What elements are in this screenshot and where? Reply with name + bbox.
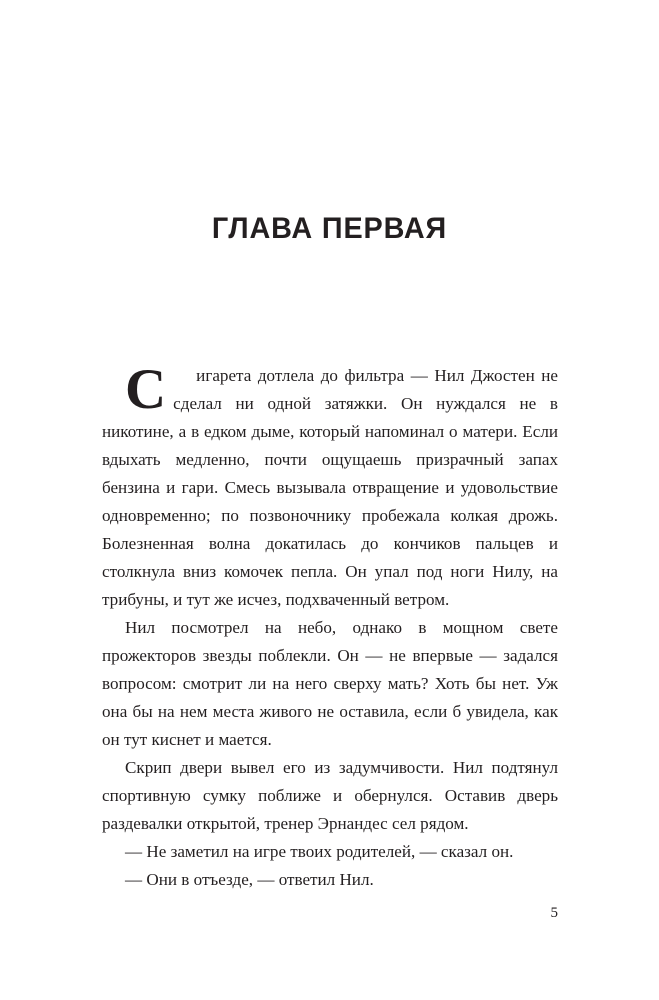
dialogue-text: — Не заметил на игре твоих родителей, — сказал он. <box>125 842 514 861</box>
dialogue-text: — Они в отъезде, — ответил Нил. <box>125 870 374 889</box>
page-number: 5 <box>550 905 558 921</box>
dialogue-line-1 <box>102 838 558 866</box>
dialogue-line-2 <box>102 866 558 894</box>
paragraph-text: Нил посмотрел на небо, однако в мощном свете прожекторов звезды поблекли. Он — не впервые — задался вопросом: смотрит ли на него сверху мать? Хоть бы нет. Уж она бы на нем места живого не оставила, если б увидела, как он тут киснет и мается. <box>102 618 558 749</box>
paragraph-third <box>102 754 558 838</box>
paragraph-text: игарета дотлела до фильтра — Нил Джостен не сделал ни одной затяжки. Он нуждался не в никотине, а в едком дыме, который напоминал о матери. Если вдыхать медленно, почти ощущаешь призрачный запах бензина и гари. Смесь вызывала отвращение и удовольствие одновременно; по позвоночнику пробежала колкая дрожь. Болезненная волна докатилась до кончиков пальцев и столкнула вниз комочек пепла. Он упал под ноги Нилу, на трибуны, и тут же исчез, подхваченный ветром. <box>102 366 558 609</box>
paragraph-second <box>102 614 558 754</box>
paragraph-opening <box>102 358 558 614</box>
paragraph-text: Скрип двери вывел его из задумчивости. Нил подтянул спортивную сумку поближе и обернулся. Оставив дверь раздевалки открытой, тренер Эрнандес сел рядом. <box>102 758 558 833</box>
body-text-block <box>102 358 558 894</box>
page-title: ГЛАВА ПЕРВАЯ <box>211 212 448 246</box>
drop-cap: С <box>125 358 167 421</box>
